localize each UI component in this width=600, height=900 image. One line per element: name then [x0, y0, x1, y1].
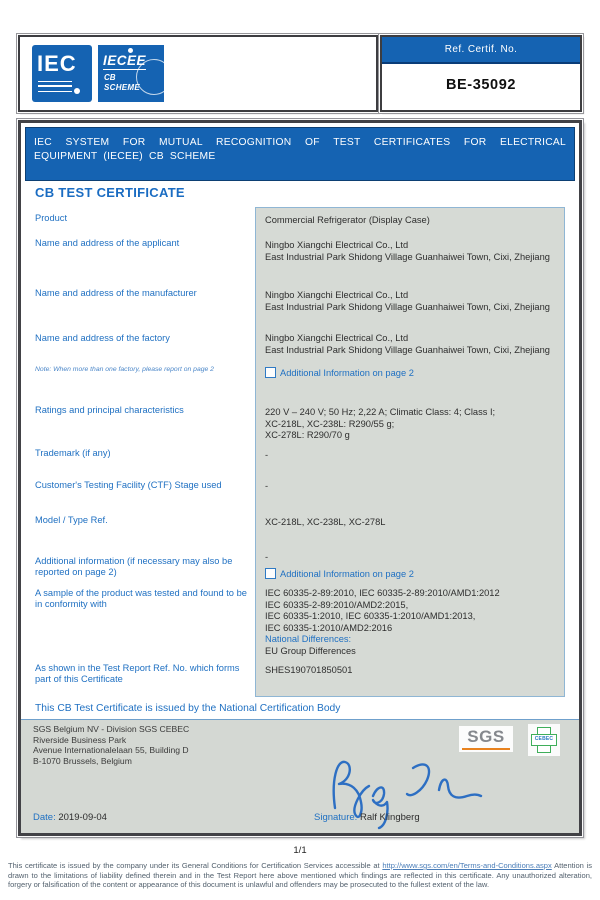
terms-link[interactable]: http://www.sgs.com/en/Terms-and-Conditions.aspx	[382, 861, 552, 870]
additional-info-row	[265, 568, 414, 579]
label-model: Model / Type Ref.	[35, 515, 108, 525]
cebec-logo	[528, 724, 560, 756]
value-standards	[265, 588, 558, 657]
label-tested-conformity: A sample of the product was tested and found to be in conformity with	[35, 588, 247, 609]
iec-logo-lines	[38, 81, 72, 92]
national-differences-label: National Differences:	[265, 634, 352, 644]
value-manufacturer	[265, 290, 558, 313]
certificate-title: CB TEST CERTIFICATE	[35, 185, 185, 200]
value-ratings	[265, 407, 558, 442]
issuer-address-2: Avenue Internationalelaan 55, Building D	[33, 745, 189, 756]
factory-additional-info-row	[265, 367, 414, 378]
issuer-address-block	[33, 724, 189, 766]
legal-text-post: Attention is drawn to the limitations of liability defined therein and in the Test Report here above mentioned which findings are reflected in this certificate. Any unauthorized alteration, forgery or falsification of the content or appearance of this document is unlawful and offenders may be prosecuted to the fullest extent of the law.	[8, 861, 592, 890]
iecee-cb-scheme-logo	[98, 45, 164, 102]
label-trademark: Trademark (if any)	[35, 448, 111, 458]
issuer-address-3: B-1070 Brussels, Belgium	[33, 755, 132, 766]
value-additional-info: -	[265, 552, 269, 562]
standards-line-3: IEC 60335-1:2010, IEC 60335-1:2010/AMD1:2013,	[265, 611, 476, 621]
standards-line-1: IEC 60335-2-89:2010, IEC 60335-2-89:2010/AMD1:2012	[265, 588, 500, 598]
applicant-name: Ningbo Xiangchi Electrical Co., Ltd	[265, 240, 409, 250]
ref-certif-number: BE-35092	[445, 77, 517, 93]
additional-info-checkbox[interactable]	[265, 568, 276, 579]
label-factory-note: Note: When more than one factory, please report on page 2	[35, 366, 214, 373]
factory-additional-info-checkbox[interactable]	[265, 367, 276, 378]
sgs-logo	[459, 726, 513, 752]
ref-certif-box	[380, 35, 582, 112]
date-row	[33, 812, 107, 823]
label-additional-info: Additional information (if necessary may also be reported on page 2)	[35, 556, 233, 577]
ratings-line-2: XC-218L, XC-238L: R290/55 g;	[265, 418, 395, 429]
factory-address: East Industrial Park Shidong Village Guanhaiwei Town, Cixi, Zhejiang	[265, 344, 550, 355]
standards-line-4: IEC 60335-1:2010/AMD2:2016	[265, 622, 393, 633]
iecee-logo-cb: CB	[104, 73, 116, 82]
page-number: 1/1	[293, 845, 307, 856]
values-panel	[255, 207, 565, 697]
value-product: Commercial Refrigerator (Display Case)	[265, 215, 430, 225]
header	[18, 35, 582, 112]
certificate-body	[18, 120, 582, 836]
iec-logo-dot	[74, 88, 80, 94]
date-label: Date:	[33, 812, 56, 823]
label-factory: Name and address of the factory	[35, 333, 170, 343]
factory-name: Ningbo Xiangchi Electrical Co., Ltd	[265, 333, 409, 343]
manufacturer-address: East Industrial Park Shidong Village Guanhaiwei Town, Cixi, Zhejiang	[265, 301, 550, 312]
iec-logo	[32, 45, 92, 102]
iecee-logo-scheme: SCHEME	[104, 83, 141, 92]
label-test-report: As shown in the Test Report Ref. No. which forms part of this Certificate	[35, 663, 240, 684]
manufacturer-name: Ningbo Xiangchi Electrical Co., Ltd	[265, 290, 409, 300]
value-model: XC-218L, XC-238L, XC-278L	[265, 517, 386, 527]
sgs-logo-text: SGS	[467, 727, 505, 746]
value-applicant	[265, 240, 558, 263]
national-differences-value: EU Group Differences	[265, 645, 356, 656]
value-ctf: -	[265, 481, 269, 491]
ratings-line-3: XC-278L: R290/70 g	[265, 430, 350, 440]
value-factory	[265, 333, 558, 356]
ratings-line-1: 220 V – 240 V; 50 Hz; 2,22 A; Climatic Class: 4; Class I;	[265, 407, 496, 417]
label-ctf: Customer's Testing Facility (CTF) Stage used	[35, 480, 222, 490]
issuer-address-1: Riverside Business Park	[33, 734, 127, 745]
ref-certif-label: Ref. Certif. No.	[382, 37, 580, 64]
factory-additional-info-label: Additional Information on page 2	[280, 367, 414, 378]
value-trademark: -	[265, 450, 269, 460]
signature-row	[314, 812, 420, 823]
label-applicant: Name and address of the applicant	[35, 238, 180, 248]
cebec-logo-text: CEBEC	[534, 736, 554, 742]
issuer-name: SGS Belgium NV - Division SGS CEBEC	[33, 724, 190, 734]
label-manufacturer: Name and address of the manufacturer	[35, 288, 197, 298]
applicant-address: East Industrial Park Shidong Village Guanhaiwei Town, Cixi, Zhejiang	[265, 251, 550, 262]
issuer-statement: This CB Test Certificate is issued by the National Certification Body	[21, 698, 579, 720]
legal-text-pre: This certificate is issued by the company under its General Conditions for Certification Services accessible at	[8, 861, 383, 870]
iec-logo-text: IEC	[37, 51, 77, 76]
additional-info-label: Additional Information on page 2	[280, 568, 414, 579]
issuer-section	[21, 720, 579, 833]
date-value: 2019-09-04	[58, 812, 107, 823]
legal-disclaimer	[8, 861, 592, 890]
signature-label: Signature:	[314, 812, 358, 823]
signature-name: Ralf Klingberg	[359, 812, 420, 823]
logo-box	[18, 35, 378, 112]
label-ratings: Ratings and principal characteristics	[35, 405, 184, 415]
scheme-banner: IEC SYSTEM FOR MUTUAL RECOGNITION OF TEST CERTIFICATES FOR ELECTRICAL EQUIPMENT (IECEE) CB SCHEME	[25, 127, 575, 181]
label-product: Product	[35, 213, 68, 223]
value-test-report-number: SHES190701850501	[265, 665, 353, 675]
iecee-logo-title: IECEE	[103, 53, 147, 68]
standards-line-2: IEC 60335-2-89:2010/AMD2:2015,	[265, 599, 409, 610]
